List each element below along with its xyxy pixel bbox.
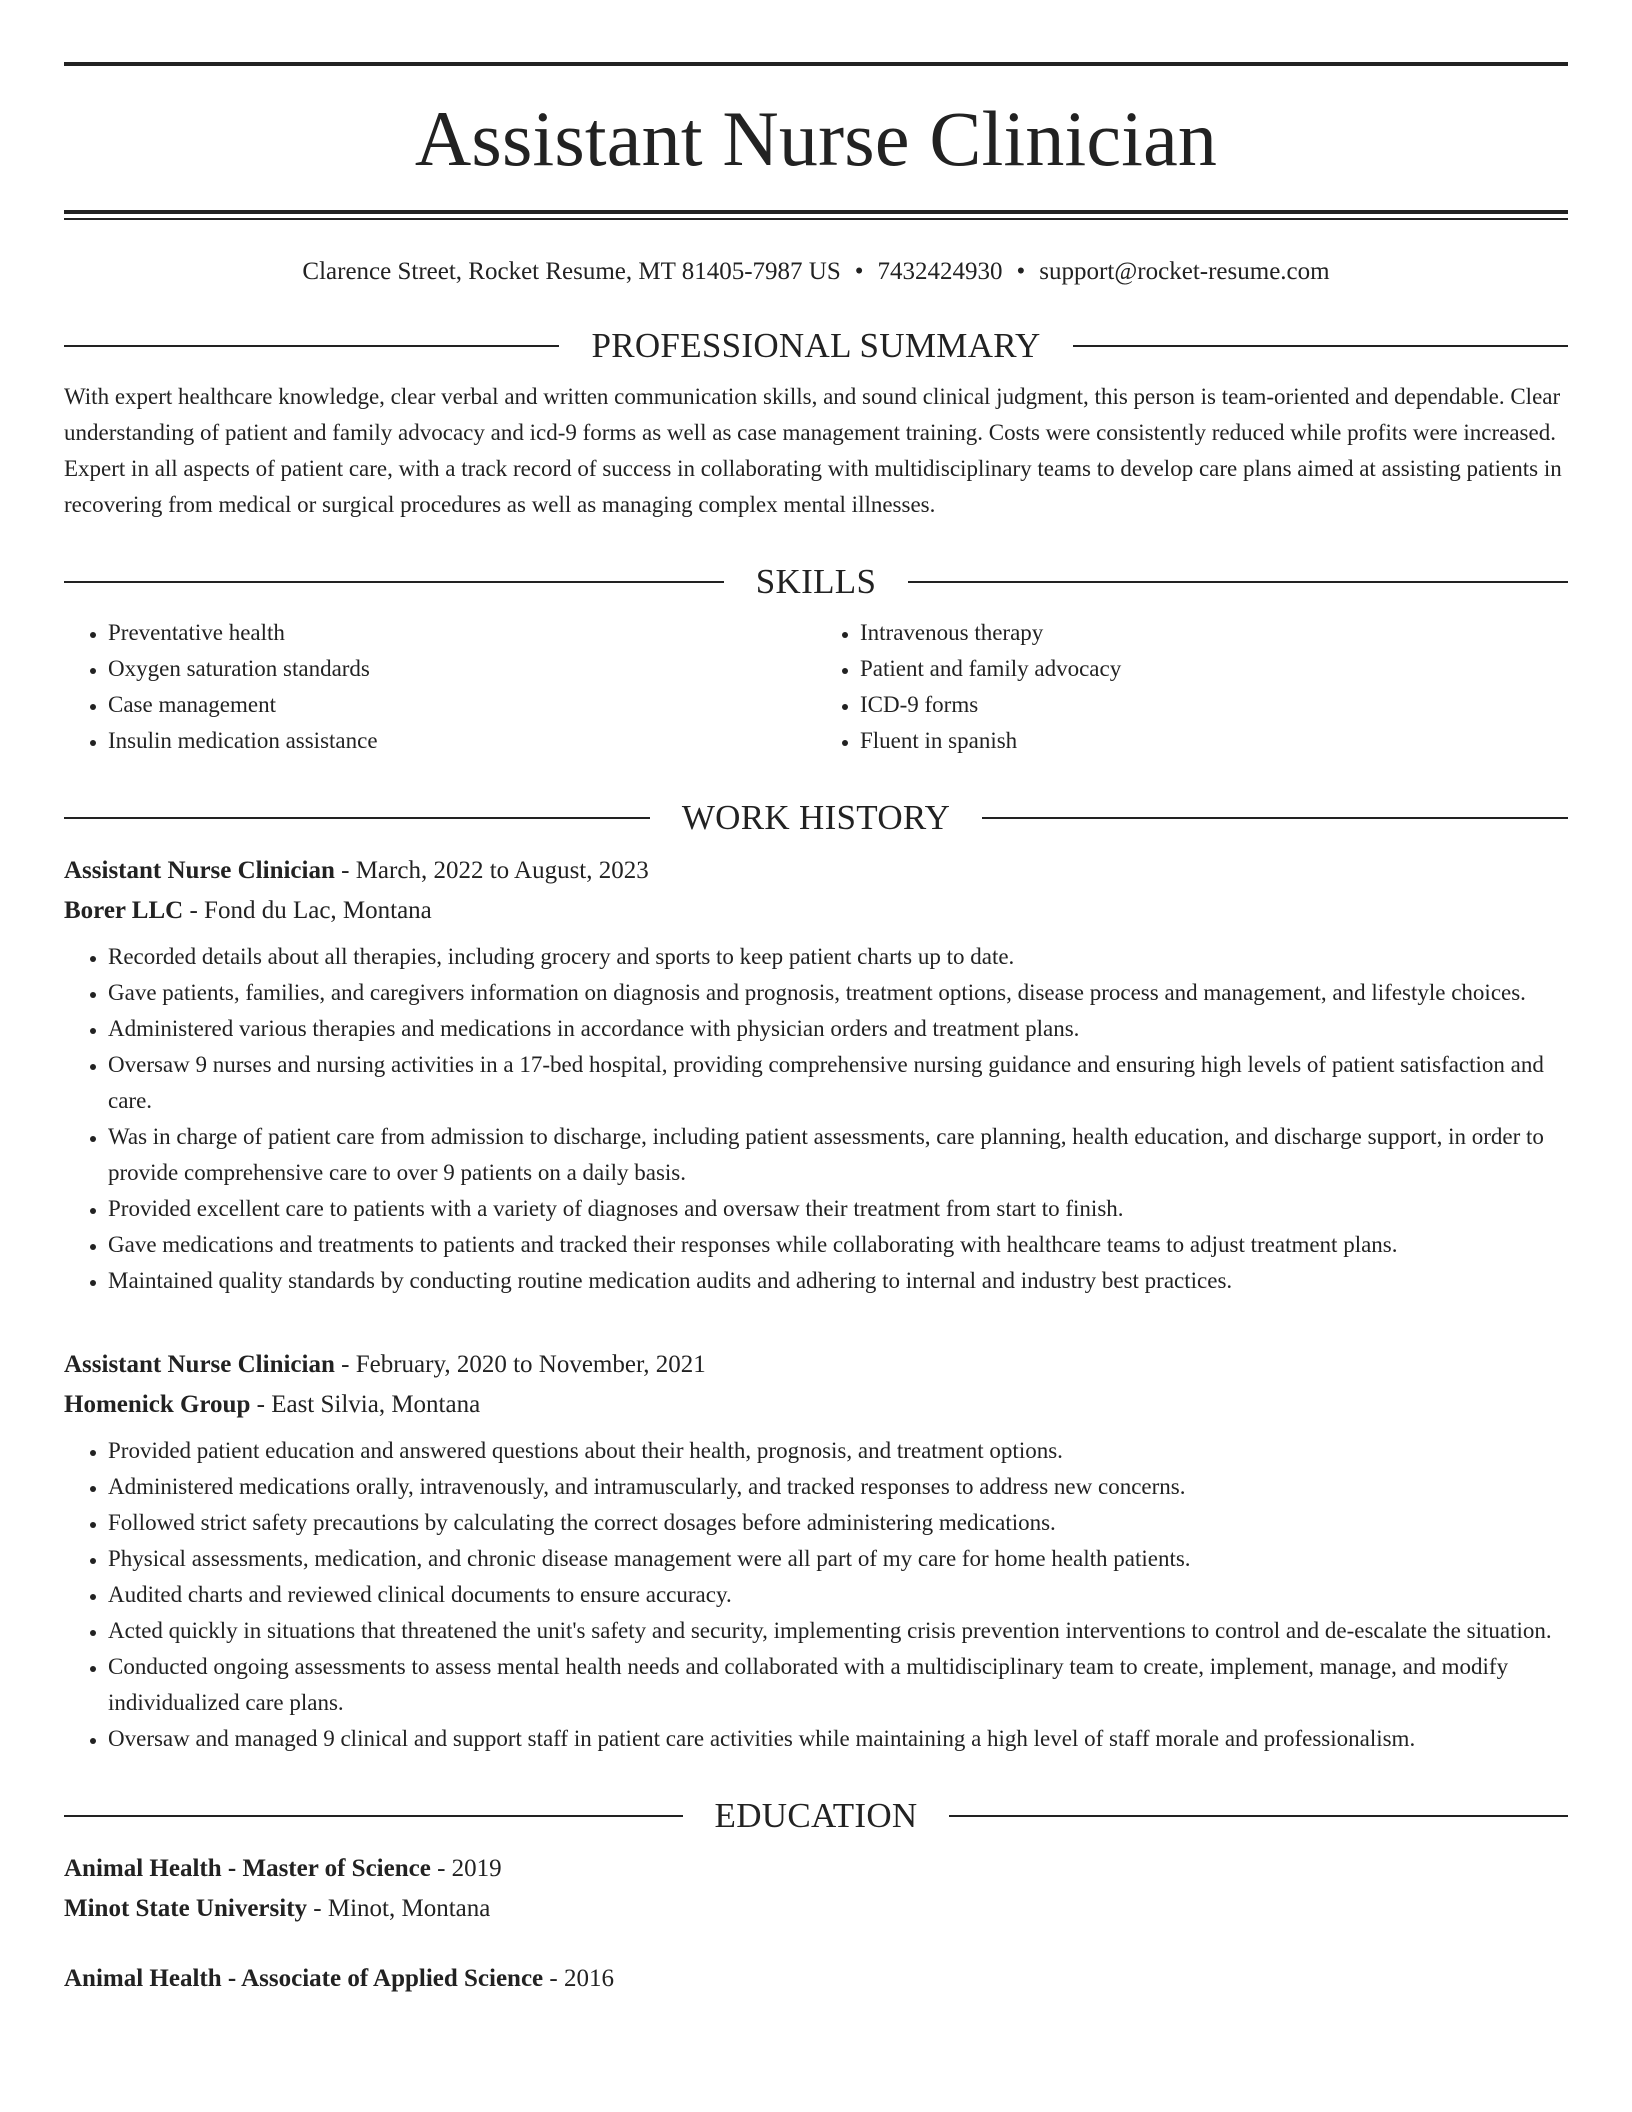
job-bullet: • Was in charge of patient care from admission to discharge, including patient assessments, care planning, health education, and discharge support, in order to provide comprehensive care to over 9 patients on a daily basis.: [108, 1119, 1568, 1191]
skill-item: • ICD-9 forms: [860, 687, 1568, 723]
skill-item: • Oxygen saturation standards: [108, 651, 816, 687]
job-bullet: • Conducted ongoing assessments to assess mental health needs and collaborated with a multidisciplinary team to create, implement, manage, and modify individualized care plans.: [108, 1649, 1568, 1721]
skill-item: • Insulin medication assistance: [108, 723, 816, 759]
heading-rule-right: [908, 581, 1568, 583]
job-bullet: • Maintained quality standards by conducting routine medication audits and adhering to internal and industry best practices.: [108, 1263, 1568, 1299]
job-bullet: • Recorded details about all therapies, including grocery and sports to keep patient charts up to date.: [108, 939, 1568, 975]
skill-item: • Intravenous therapy: [860, 615, 1568, 651]
job-dates: - February, 2020 to November, 2021: [334, 1351, 706, 1378]
education-location: - Minot, Montana: [307, 1895, 491, 1922]
section-heading-skills: [64, 561, 1568, 603]
job-title: Assistant Nurse Clinician: [64, 1351, 335, 1378]
education-degree: Animal Health - Associate of Applied Science: [64, 1965, 544, 1992]
resume-page: [64, 0, 1568, 1999]
candidate-name: Assistant Nurse Clinician: [414, 95, 1218, 182]
job-bullet: • Gave medications and treatments to patients and tracked their responses while collaborating with healthcare teams to adjust treatment plans.: [108, 1227, 1568, 1263]
skills-column-right: [816, 615, 1568, 759]
job-bullet: • Acted quickly in situations that threatened the unit's safety and security, implementing crisis prevention interventions to control and de-escalate the situation.: [108, 1613, 1568, 1649]
job-entry: [64, 851, 1568, 1299]
section-heading-work-history: [64, 797, 1568, 839]
education-year: - 2019: [430, 1855, 502, 1882]
contact-phone: 7432424930: [877, 258, 1003, 285]
job-location: - East Silvia, Montana: [250, 1391, 481, 1418]
education-school-line: [64, 1889, 1568, 1929]
summary-text: With expert healthcare knowledge, clear verbal and written communication skills, and sound clinical judgment, this person is team-oriented and dependable. Clear understanding of patient and family advocacy and icd-9 forms as well as case management training. Costs were consistently reduced while profits were increased. Expert in all aspects of patient care, with a track record of success in collaborating with multidisciplinary teams to develop care plans aimed at assisting patients in recovering from medical or surgical procedures as well as managing complex mental illnesses.: [64, 384, 1562, 517]
heading-rule-right: [1073, 345, 1568, 347]
contact-address: Clarence Street, Rocket Resume, MT 81405-7987 US: [302, 258, 841, 285]
heading-rule-right: [949, 1815, 1568, 1817]
section-title: SKILLS: [755, 562, 877, 601]
heading-rule-left: [64, 1815, 683, 1817]
job-title-line: [64, 1345, 1568, 1385]
job-entry: [64, 1345, 1568, 1757]
heading-rule-left: [64, 581, 724, 583]
contact-separator: •: [1016, 258, 1026, 285]
heading-rule-right: [982, 817, 1568, 819]
education-entry: [64, 1849, 1568, 1929]
skills-column-left: [64, 615, 816, 759]
education-entry: [64, 1959, 1568, 1999]
job-bullet: • Administered medications orally, intravenously, and intramuscularly, and tracked responses to address new concerns.: [108, 1469, 1568, 1505]
contact-separator: •: [854, 258, 864, 285]
skill-item: • Fluent in spanish: [860, 723, 1568, 759]
job-company: Homenick Group: [64, 1391, 251, 1418]
job-title: Assistant Nurse Clinician: [64, 857, 335, 884]
job-bullet: • Provided patient education and answered questions about their health, prognosis, and treatment options.: [108, 1433, 1568, 1469]
job-bullet: • Administered various therapies and medications in accordance with physician orders and treatment plans.: [108, 1011, 1568, 1047]
skills-list: [64, 615, 1568, 759]
contact-line: [64, 220, 1568, 287]
job-bullet: • Oversaw 9 nurses and nursing activities in a 17-bed hospital, providing comprehensive nursing guidance and ensuring high levels of patient satisfaction and care.: [108, 1047, 1568, 1119]
job-bullet: • Physical assessments, medication, and chronic disease management were all part of my care for home health patients.: [108, 1541, 1568, 1577]
contact-email: support@rocket-resume.com: [1039, 258, 1330, 285]
job-company-line: [64, 891, 1568, 931]
education-degree-line: [64, 1959, 1568, 1999]
skill-item: • Patient and family advocacy: [860, 651, 1568, 687]
job-bullet: • Gave patients, families, and caregivers information on diagnosis and prognosis, treatment options, disease process and management, and lifestyle choices.: [108, 975, 1568, 1011]
job-bullets: [64, 939, 1568, 1299]
education-school: Minot State University: [64, 1895, 308, 1922]
section-title: PROFESSIONAL SUMMARY: [591, 326, 1041, 365]
job-bullet: • Provided excellent care to patients with a variety of diagnoses and oversaw their treatment from start to finish.: [108, 1191, 1568, 1227]
heading-rule-left: [64, 345, 559, 347]
name-underline-rule: [64, 210, 1568, 220]
job-company: Borer LLC: [64, 897, 184, 924]
job-bullet: • Oversaw and managed 9 clinical and support staff in patient care activities while maintaining a high level of staff morale and professionalism.: [108, 1721, 1568, 1757]
section-title: WORK HISTORY: [681, 798, 951, 837]
job-bullet: • Followed strict safety precautions by calculating the correct dosages before administering medications.: [108, 1505, 1568, 1541]
section-title: EDUCATION: [714, 1796, 918, 1835]
heading-rule-left: [64, 817, 650, 819]
section-heading-education: [64, 1795, 1568, 1837]
job-company-line: [64, 1385, 1568, 1425]
education-year: - 2016: [543, 1965, 614, 1992]
job-title-line: [64, 851, 1568, 891]
skill-item: • Preventative health: [108, 615, 816, 651]
skill-item: • Case management: [108, 687, 816, 723]
education-degree-line: [64, 1849, 1568, 1889]
education-degree: Animal Health - Master of Science: [64, 1855, 431, 1882]
section-heading-summary: [64, 325, 1568, 367]
job-dates: - March, 2022 to August, 2023: [334, 857, 649, 884]
job-location: - Fond du Lac, Montana: [183, 897, 432, 924]
job-bullet: • Audited charts and reviewed clinical documents to ensure accuracy.: [108, 1577, 1568, 1613]
job-bullets: [64, 1433, 1568, 1757]
